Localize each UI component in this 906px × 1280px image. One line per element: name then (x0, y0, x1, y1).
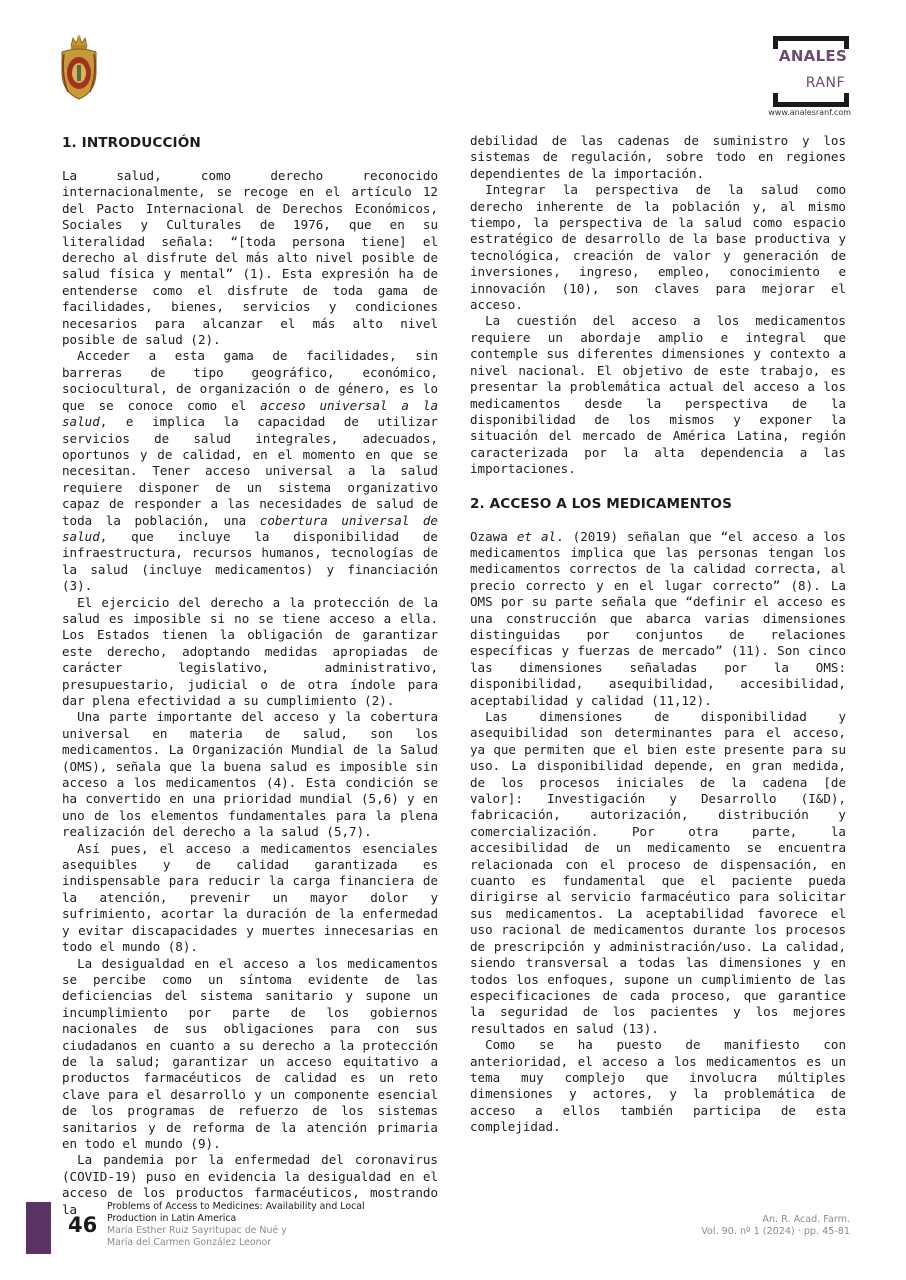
journal-brand-logo (765, 36, 853, 118)
footer-journal-info (701, 1214, 850, 1238)
paragraph: Las dimensiones de disponibilidad y asequibilidad son determinantes para el acceso, ya que permiten que el bien este presente para su uso. La disponibilidad depende, en gran medida, de los procesos iniciales de la cadena [de valor]: Investigación y Desarrollo (I&D), fabricación, autorización, distribución y comercialización. Por otra parte, la accesibilidad de un medicamento se encuentra relacionada con el proceso de dispensación, en cuanto es fundamental que el paciente pueda dirigirse al servicio farmacéutico para solicitar sus medicamentos. La aceptabilidad favorece el uso racional de medicamentos durante los procesos de prescripción y administración/uso. La calidad, siendo transversal a todas las dimensiones y en todos los enfoques, supone un cumplimiento de las especificaciones de cada proceso, que garantice la seguridad de los pacientes y los mejores resultados en salud (13). (470, 709, 846, 1036)
page-number: 46 (68, 1213, 98, 1237)
royal-academy-seal-icon (58, 34, 100, 102)
paragraph: La cuestión del acceso a los medicamentos requiere un abordaje amplio e integral que contemple sus diferentes dimensiones y contexto a nivel nacional. El objetivo de este trabajo, es presentar la problemática actual del acceso a los medicamentos desde la perspectiva de la disponibilidad de los mismos y exponer la situación del mercado de América Latina, región caracterizada por la alta dependencia a las importaciones. (470, 313, 846, 477)
italic-term: cobertura universal de salud (62, 512, 438, 544)
brand-url: www.analesranf.com (768, 108, 851, 117)
paragraph: Acceder a esta gama de facilidades, sin barreras de tipo geográfico, económico, sociocultural, de organización o de género, es lo que se conoce como el acceso universal a la salud, e implica la capacidad de utilizar servicios de salud integrales, adecuados, oportunos y de calidad, en el momento en que se necesitan. Tener acceso universal a la salud requiere disponer de un sistema organizativo capaz de responder a las necesidades de salud de toda la población, una cobertura universal de salud, que incluye la disponibilidad de infraestructura, recursos humanos, tecnologías de la salud (incluye medicamentos) y financiación (3). (62, 348, 438, 594)
footer-accent-bar (26, 1202, 51, 1254)
footer-article-info (107, 1201, 437, 1249)
footer-title-line: Production in Latin America (107, 1213, 237, 1224)
paragraph: Integrar la perspectiva de la salud como derecho inherente de la población y, al mismo tiempo, la perspectiva de la salud como espacio estratégico de desarrollo de la base productiva y tecnológica, creación de valor y generación de inversiones, ingreso, empleo, conocimiento e innovación (10), son claves para mejorar el acceso. (470, 182, 846, 313)
paragraph: Como se ha puesto de manifiesto con anterioridad, el acceso a los medicamentos es un tema muy complejo que involucra múltiples dimensiones y actores, y la problemática de acceso a ellos también participa de esta complejidad. (470, 1037, 846, 1135)
right-column (470, 133, 846, 1136)
paragraph: debilidad de las cadenas de suministro y los sistemas de regulación, sobre todo en regiones dependientes de la importación. (470, 133, 846, 181)
footer-authors-line: María Esther Ruiz Sayritupac de Nué y (107, 1225, 287, 1236)
paragraph: Así pues, el acceso a medicamentos esenciales asequibles y de calidad garantizada es indispensable para reducir la carga financiera de la atención, prevenir un mayor dolor y sufrimiento, acortar la duración de la enfermedad y evitar discapacidades y muertes innecesarias en todo el mundo (8). (62, 840, 438, 955)
paragraph: La salud, como derecho reconocido internacionalmente, se recoge en el artículo 12 del Pacto Internacional de Derechos Económicos, Sociales y Culturales de 1976, que en su literalidad señala: “[toda persona tiene] el derecho al disfrute del más alto nivel posible de salud física y mental” (1). Esta expresión ha de entenderse como el disfrute de toda gama de facilidades, bienes, servicios y condiciones necesarios para alcanzar el más alto nivel posible de salud (2). (62, 168, 438, 348)
footer-authors-line: María del Carmen González Leonor (107, 1237, 272, 1248)
section-heading-acceso: 2. ACCESO A LOS MEDICAMENTOS (470, 495, 732, 512)
italic-term: acceso universal a la salud (62, 397, 438, 430)
footer-title-line: Problems of Access to Medicines: Availability and Local (107, 1201, 365, 1212)
brand-bracket-bottom (773, 93, 849, 107)
paragraph: Una parte importante del acceso y la cobertura universal en materia de salud, son los medicamentos. La Organización Mundial de la Salud (OMS), señala que la buena salud es imposible sin acceso a los medicamentos (4). Esta condición se ha convertido en una prioridad mundial (5,6) y en uno de los elementos fundamentales para la plena realización del derecho a la salud (5,7). (62, 709, 438, 840)
brand-word-ranf: RANF (805, 75, 845, 91)
paragraph: La desigualdad en el acceso a los medicamentos se percibe como un síntoma evidente de las deficiencias del sistema sanitario y supone un incumplimiento por parte de los gobiernos nacionales de sus obligaciones para con sus ciudadanos en cuanto a su derecho a la protección de la salud; garantizar un acceso equitativo a productos farmacéuticos de calidad es un reto clave para el desarrollo y un componente esencial de los programas de refuerzo de los sistemas sanitarios y de reforma de la atención primaria en todo el mundo (9). (62, 955, 438, 1151)
section-heading-introduccion: 1. INTRODUCCIÓN (62, 135, 201, 151)
brand-word-anales: ANALES (778, 47, 848, 65)
paragraph: Ozawa et al. (2019) señalan que “el acceso a los medicamentos implica que las personas tengan los medicamentos correctos de la calidad correcta, al precio correcto y en el lugar correcto” (8). La OMS por su parte señala que “definir el acceso es una construcción que abarca varias dimensiones distinguidas por conjuntos de relaciones específicas y fuerzas de mercado” (11). Son cinco las dimensiones señaladas por la OMS: disponibilidad, asequibilidad, accesibilidad, aceptabilidad y calidad (11,12). (470, 528, 846, 708)
footer-volume: Vol. 90. nº 1 (2024) · pp. 45-81 (701, 1226, 850, 1237)
footer-journal-name: An. R. Acad. Farm. (762, 1214, 850, 1225)
paragraph: La pandemia por la enfermedad del coronavirus (COVID-19) puso en evidencia la desigualdad en el acceso de los productos farmacéuticos, mostrando la (62, 1152, 438, 1217)
paragraph: El ejercicio del derecho a la protección de la salud es imposible si no se tiene acceso a ella. Los Estados tienen la obligación de garantizar este derecho, adoptando medidas apropiadas de carácter legislativo, administrativo, presupuestario, judicial o de otra índole para dar plena efectividad a su cumplimiento (2). (62, 594, 438, 708)
italic-term: et al (516, 528, 557, 544)
left-column (62, 133, 438, 1218)
